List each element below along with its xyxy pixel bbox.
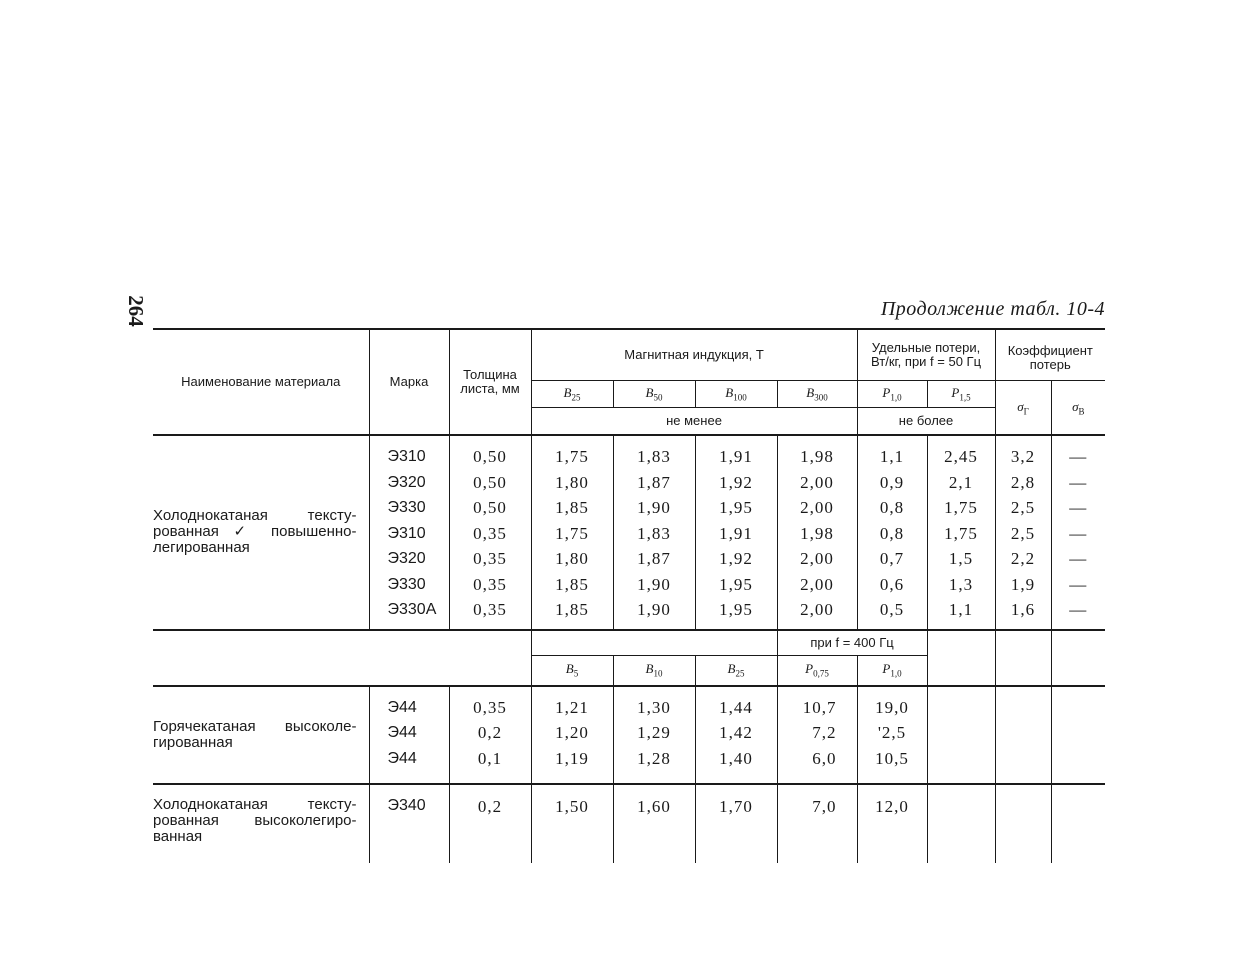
group1-b25: 1,75 1,80 1,85 1,75 1,80 1,85 1,85 xyxy=(531,435,613,630)
header-induction: Магнитная индукция, Т xyxy=(531,329,857,381)
group2-b10: 1,30 1,29 1,28 xyxy=(613,686,695,784)
group2-marks: Э44 Э44 Э44 xyxy=(369,686,449,784)
group3-p075: 7,0 xyxy=(777,784,857,863)
group2-b5: 1,21 1,20 1,19 xyxy=(531,686,613,784)
header-p10: $P_{1,0}$ xyxy=(857,381,927,408)
subheader-blank-thickness xyxy=(449,630,531,686)
header-p15: $P_{1,5}$ xyxy=(927,381,995,408)
header-b50: $B_{50}$ xyxy=(613,381,695,408)
group2-blank-3 xyxy=(1051,686,1105,784)
subheader-blank-induction xyxy=(531,630,777,656)
page-number: 264 xyxy=(124,295,148,327)
header-not-less: не менее xyxy=(531,408,857,436)
subheader-row-1 xyxy=(153,630,1105,656)
subheader-blank-2 xyxy=(995,630,1051,686)
group2-row xyxy=(153,686,1105,784)
group1-b300: 1,98 2,00 2,00 1,98 2,00 2,00 2,00 xyxy=(777,435,857,630)
subheader-blank-1 xyxy=(927,630,995,686)
group2-b25: 1,44 1,42 1,40 xyxy=(695,686,777,784)
header-thickness: Толщина листа, мм xyxy=(449,329,531,435)
header-b25: $B_{25}$ xyxy=(531,381,613,408)
header-material: Наименование материала xyxy=(153,329,369,435)
header-coef: Коэффициент потерь xyxy=(995,329,1105,381)
group3-mark: Э340 xyxy=(369,784,449,863)
header-row-1 xyxy=(153,329,1105,381)
header-b300: $B_{300}$ xyxy=(777,381,857,408)
group2-p10: 19,0 '2,5 10,5 xyxy=(857,686,927,784)
group2-blank-2 xyxy=(995,686,1051,784)
group1-marks: Э310 Э320 Э330 Э310 Э320 Э330 Э330А xyxy=(369,435,449,630)
group3-b25: 1,70 xyxy=(695,784,777,863)
group1-p10: 1,1 0,9 0,8 0,8 0,7 0,6 0,5 xyxy=(857,435,927,630)
group1-sigma-v: — — — — — — — xyxy=(1051,435,1105,630)
subheader-blank-3 xyxy=(1051,630,1105,686)
header-losses: Удельные потери, Вт/кг, при f = 50 Гц xyxy=(857,329,995,381)
group3-b5: 1,50 xyxy=(531,784,613,863)
header-sigma-g: $\sigma_Г$ xyxy=(995,381,1051,436)
group1-row xyxy=(153,435,1105,630)
subheader-p10: $P_{1,0}$ xyxy=(857,655,927,685)
group3-blank-1 xyxy=(927,784,995,863)
group2-blank-1 xyxy=(927,686,995,784)
group3-material: Холоднокатаная тексту-рованная высоколегиро-ванная xyxy=(153,795,357,845)
group1-thickness: 0,50 0,50 0,50 0,35 0,35 0,35 0,35 xyxy=(449,435,531,630)
subheader-b25: $B_{25}$ xyxy=(695,655,777,685)
group3-b10: 1,60 xyxy=(613,784,695,863)
group1-b100: 1,91 1,92 1,95 1,91 1,92 1,95 1,95 xyxy=(695,435,777,630)
subheader-p075: $P_{0,75}$ xyxy=(777,655,857,685)
header-b100: $B_{100}$ xyxy=(695,381,777,408)
header-mark: Марка xyxy=(369,329,449,435)
subheader-blank-left xyxy=(153,630,449,686)
header-sigma-v: $\sigma_В$ xyxy=(1051,381,1105,436)
data-table xyxy=(153,328,1105,863)
subheader-b10: $B_{10}$ xyxy=(613,655,695,685)
group1-b50: 1,83 1,87 1,90 1,83 1,87 1,90 1,90 xyxy=(613,435,695,630)
group3-blank-2 xyxy=(995,784,1051,863)
group2-thickness: 0,35 0,2 0,1 xyxy=(449,686,531,784)
group3-row xyxy=(153,784,1105,863)
group1-sigma-g: 3,2 2,8 2,5 2,5 2,2 1,9 1,6 xyxy=(995,435,1051,630)
group3-p10: 12,0 xyxy=(857,784,927,863)
header-not-more: не более xyxy=(857,408,995,436)
subheader-freq: при f = 400 Гц xyxy=(777,630,927,656)
group2-material: Горячекатаная высоколе-гированная xyxy=(153,686,369,784)
subheader-b5: $B_5$ xyxy=(531,655,613,685)
group2-p075: 10,7 7,2 6,0 xyxy=(777,686,857,784)
table-caption: Продолжение табл. 10-4 xyxy=(880,298,1105,320)
group1-p15: 2,45 2,1 1,75 1,75 1,5 1,3 1,1 xyxy=(927,435,995,630)
group1-material: Холоднокатаная тексту-рованная ✓ повышенно-легированная xyxy=(153,507,357,557)
group3-thickness: 0,2 xyxy=(449,784,531,863)
group3-blank-3 xyxy=(1051,784,1105,863)
